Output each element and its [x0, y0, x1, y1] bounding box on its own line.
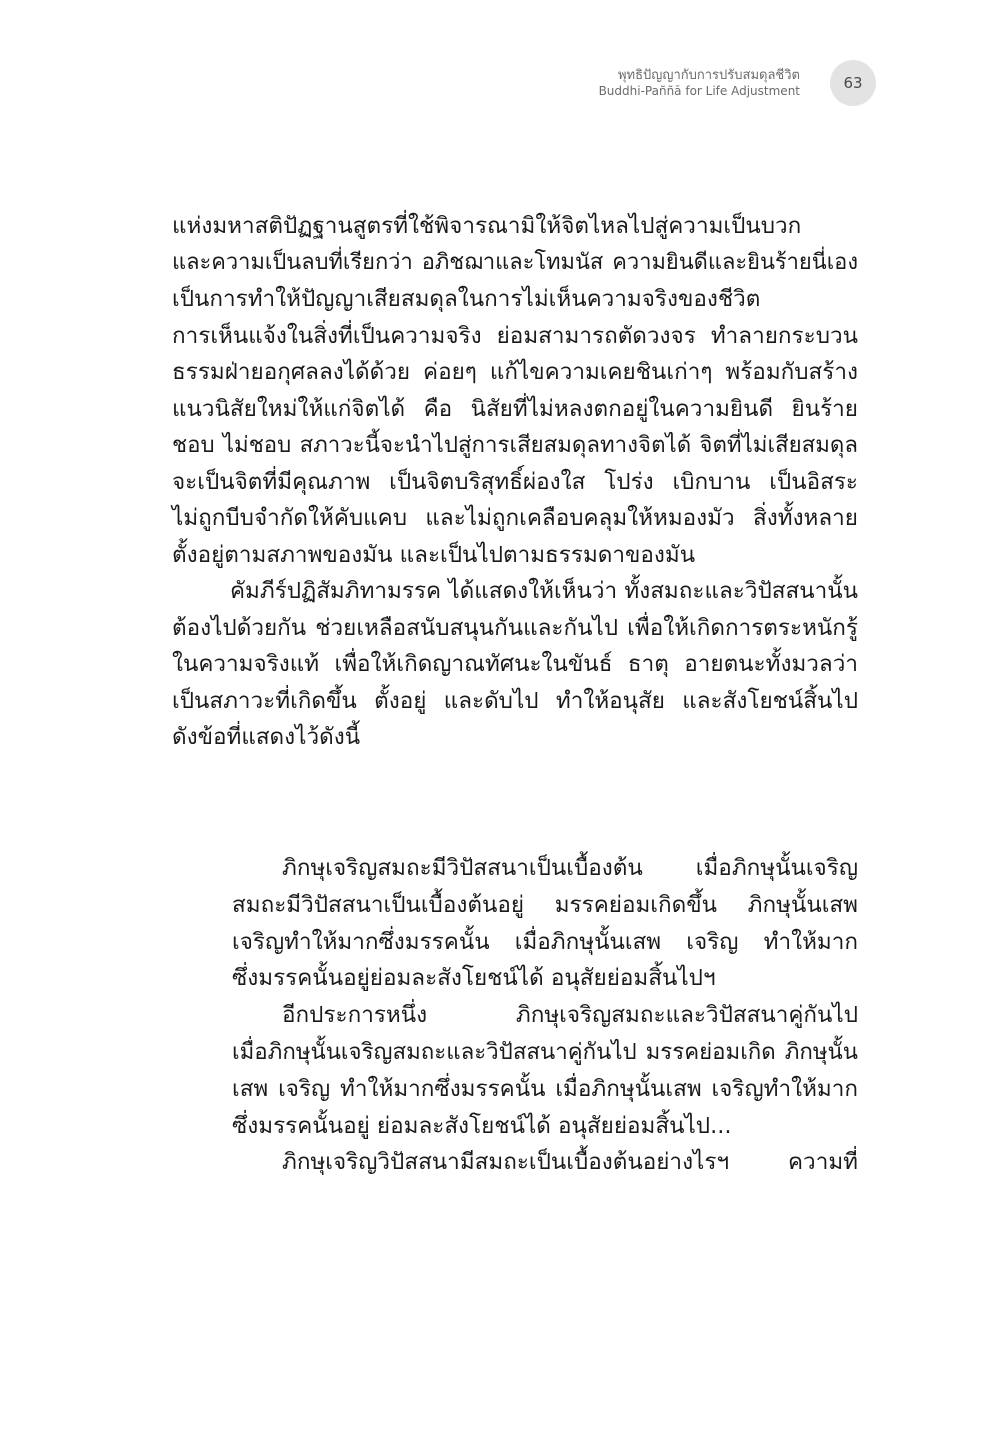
quote-line: สมถะมีวิปัสสนาเป็นเบื้องต้นอยู่ มรรคย่อมเกิดขึ้น ภิกษุนั้นเสพ — [232, 891, 858, 918]
body-line: คัมภีร์ปฏิสัมภิทามรรค ได้แสดงให้เห็นว่า ทั้งสมถะและวิปัสสนานั้น — [230, 578, 858, 604]
body-line: ต้องไปด้วยกัน ช่วยเหลือสนับสนุนกันและกันไป เพื่อให้เกิดการตระหนักรู้ — [172, 614, 858, 641]
body-line: ชอบ ไม่ชอบ สภาวะนี้จะนำไปสู่การเสียสมดุลทางจิตได้ จิตที่ไม่เสียสมดุล — [172, 432, 858, 458]
body-line: การเห็นแจ้งในสิ่งที่เป็นความจริง ย่อมสามารถตัดวงจร ทำลายกระบวน — [172, 322, 858, 349]
body-line: และความเป็นลบที่เรียกว่า อภิชฌาและโทมนัส ความยินดีและยินร้ายนี่เอง — [172, 249, 858, 275]
quote-line: เสพ เจริญ ทำให้มากซึ่งมรรคนั้น เมื่อภิกษุนั้นเสพ เจริญทำให้มาก — [232, 1075, 858, 1102]
body-line: จะเป็นจิตที่มีคุณภาพ เป็นจิตบริสุทธิ์ผ่องใส โปร่ง เบิกบาน เป็นอิสระ — [172, 468, 858, 495]
body-line: แนวนิสัยใหม่ให้แก่จิตได้ คือ นิสัยที่ไม่หลงตกอยู่ในความยินดี ยินร้าย — [172, 395, 858, 422]
running-header — [599, 68, 800, 99]
quote-line: เมื่อภิกษุนั้นเจริญสมถะและวิปัสสนาคู่กันไป มรรคย่อมเกิด ภิกษุนั้น — [232, 1038, 858, 1065]
block-quote — [232, 850, 858, 1181]
body-line: ธรรมฝ่ายอกุศลลงได้ด้วย ค่อยๆ แก้ไขความเคยชินเก่าๆ พร้อมกับสร้าง — [172, 359, 858, 385]
header-title-thai: พุทธิปัญญากับการปรับสมดุลชีวิต — [617, 68, 800, 83]
quote-line: ซึ่งมรรคนั้นอยู่ ย่อมละสังโยชน์ได้ อนุสัยย่อมสิ้นไป... — [232, 1112, 732, 1139]
page-number-badge: 63 — [830, 60, 876, 106]
body-line: ไม่ถูกบีบจำกัดให้คับแคบ และไม่ถูกเคลือบคลุมให้หมองมัว สิ่งทั้งหลาย — [172, 505, 858, 531]
body-line: เป็นการทำให้ปัญญาเสียสมดุลในการไม่เห็นความจริงของชีวิต — [172, 286, 761, 312]
body-line: แห่งมหาสติปัฏฐานสูตรที่ใช้พิจารณามิให้จิตไหลไปสู่ความเป็นบวก — [172, 213, 802, 239]
body-line: ดังข้อที่แสดงไว้ดังนี้ — [172, 724, 361, 750]
quote-line: ภิกษุเจริญสมถะมีวิปัสสนาเป็นเบื้องต้น เมื่อภิกษุนั้นเจริญ — [282, 855, 858, 881]
quote-line: เจริญทำให้มากซึ่งมรรคนั้น เมื่อภิกษุนั้นเสพ เจริญ ทำให้มาก — [232, 928, 858, 955]
body-line: ในความจริงแท้ เพื่อให้เกิดญาณทัศนะในขันธ์ ธาตุ อายตนะทั้งมวลว่า — [172, 651, 858, 677]
header-title-english: Buddhi-Paññā for Life Adjustment — [598, 84, 800, 99]
quote-line: อีกประการหนึ่ง ภิกษุเจริญสมถะและวิปัสสนาคู่กันไป — [282, 1002, 858, 1029]
body-line: ตั้งอยู่ตามสภาพของมัน และเป็นไปตามธรรมดาของมัน — [172, 541, 696, 568]
body-line: เป็นสภาวะที่เกิดขึ้น ตั้งอยู่ และดับไป ทำให้อนุสัย และสังโยชน์สิ้นไป — [172, 687, 858, 714]
main-body — [172, 208, 858, 756]
quote-line: ภิกษุเจริญวิปัสสนามีสมถะเป็นเบื้องต้นอย่างไรฯ ความที่ — [282, 1149, 858, 1176]
quote-line: ซึ่งมรรคนั้นอยู่ย่อมละสังโยชน์ได้ อนุสัยย่อมสิ้นไปฯ — [232, 965, 716, 992]
